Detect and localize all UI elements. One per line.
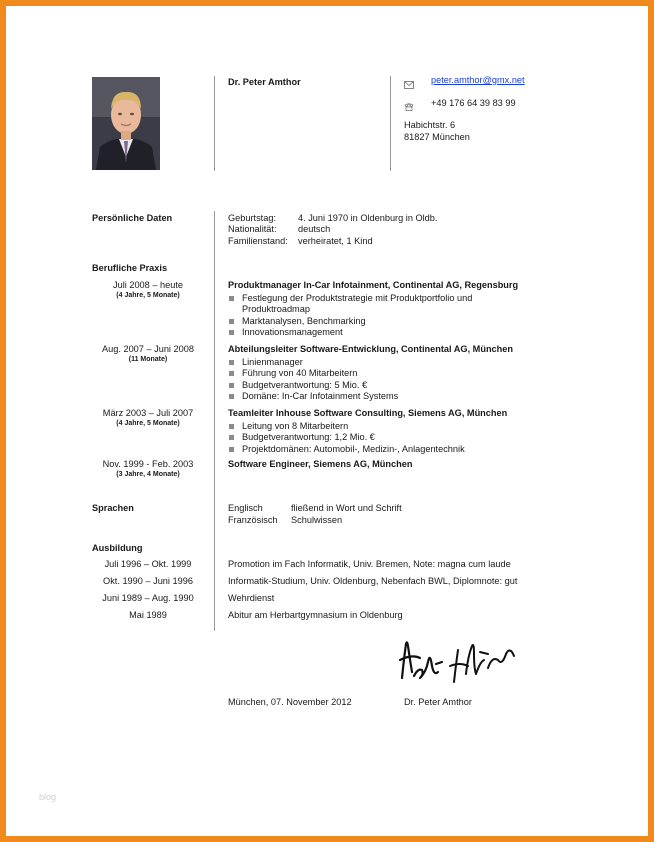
job-title: Software Engineer, Siemens AG, München	[228, 459, 413, 469]
personal-label: Nationalität:	[228, 224, 277, 234]
envelope-icon	[404, 76, 414, 94]
email-link[interactable]: peter.amthor@gmx.net	[431, 75, 525, 85]
education-date: Okt. 1990 – Juni 1996	[103, 576, 193, 586]
place-and-date: München, 07. November 2012	[228, 697, 352, 707]
section-heading-education: Ausbildung	[92, 543, 143, 553]
personal-value: deutsch	[298, 224, 331, 234]
language-level: fließend in Wort und Schrift	[291, 503, 402, 513]
bullet-item: Linienmanager	[228, 357, 548, 368]
personal-label: Familienstand:	[228, 236, 288, 246]
job-date: Juli 2008 – heute	[113, 280, 183, 290]
job-bullets	[228, 421, 548, 455]
personal-value: 4. Juni 1970 in Oldenburg in Oldb.	[298, 213, 438, 223]
personal-label: Geburtstag:	[228, 213, 277, 223]
signer-name: Dr. Peter Amthor	[404, 697, 472, 707]
job-duration: (4 Jahre, 5 Monate)	[116, 420, 180, 427]
job-duration: (11 Monate)	[128, 356, 168, 363]
bullet-item: Innovationsmanagement	[228, 327, 548, 338]
bullet-item: Festlegung der Produktstrategie mit Produktportfolio und	[228, 293, 548, 304]
address-city: 81827 München	[404, 132, 470, 142]
job-bullets	[228, 293, 548, 338]
job-date: Aug. 2007 – Juni 2008	[102, 344, 194, 354]
job-title: Produktmanager In-Car Infotainment, Continental AG, Regensburg	[228, 280, 519, 290]
portrait-image	[92, 77, 160, 170]
job-title: Abteilungsleiter Software-Entwicklung, Continental AG, München	[228, 344, 513, 354]
section-heading-languages: Sprachen	[92, 503, 134, 513]
education-text: Abitur am Herbartgymnasium in Oldenburg	[228, 610, 403, 620]
language-level: Schulwissen	[291, 515, 343, 525]
header-divider-left	[214, 76, 215, 171]
handwritten-signature	[394, 632, 524, 693]
header-name: Dr. Peter Amthor	[228, 77, 301, 87]
address-street: Habichtstr. 6	[404, 120, 456, 130]
bullet-item: Marktanalysen, Benchmarking	[228, 316, 548, 327]
bullet-item: Führung von 40 Mitarbeitern	[228, 368, 548, 379]
job-date: März 2003 – Juli 2007	[102, 408, 194, 418]
phone-number: +49 176 64 39 83 99	[431, 98, 516, 108]
profile-photo	[92, 77, 160, 170]
job-date: Nov. 1999 - Feb. 2003	[102, 459, 194, 469]
education-date: Juni 1989 – Aug. 1990	[102, 593, 194, 603]
personal-value: verheiratet, 1 Kind	[298, 236, 373, 246]
education-text: Informatik-Studium, Univ. Oldenburg, Nebenfach BWL, Diplomnote: gut	[228, 576, 518, 586]
section-heading-experience: Berufliche Praxis	[92, 263, 168, 273]
language-name: Englisch	[228, 503, 263, 513]
bullet-item: Projektdomänen: Automobil-, Medizin-, Anlagentechnik	[228, 444, 548, 455]
bullet-item: Domäne: In-Car Infotainment Systems	[228, 391, 548, 402]
content-divider	[214, 211, 215, 631]
bullet-item: Budgetverantwortung: 1,2 Mio. €	[228, 432, 548, 443]
education-text: Promotion im Fach Informatik, Univ. Bremen, Note: magna cum laude	[228, 559, 511, 569]
bullet-item: Budgetverantwortung: 5 Mio. €	[228, 380, 548, 391]
job-bullets	[228, 357, 548, 402]
section-heading-personal: Persönliche Daten	[92, 213, 173, 223]
job-title: Teamleiter Inhouse Software Consulting, Siemens AG, München	[228, 408, 508, 418]
education-date: Mai 1989	[129, 610, 167, 620]
education-date: Juli 1996 – Okt. 1999	[104, 559, 192, 569]
watermark-text: blog	[39, 792, 57, 802]
language-name: Französisch	[228, 515, 278, 525]
job-duration: (4 Jahre, 5 Monate)	[116, 292, 180, 299]
bullet-continuation: Produktroadmap	[242, 304, 310, 315]
education-text: Wehrdienst	[228, 593, 275, 603]
bullet-item: Leitung von 8 Mitarbeitern	[228, 421, 548, 432]
header-divider-right	[390, 76, 391, 171]
job-duration: (3 Jahre, 4 Monate)	[116, 471, 180, 478]
phone-icon	[404, 98, 414, 116]
